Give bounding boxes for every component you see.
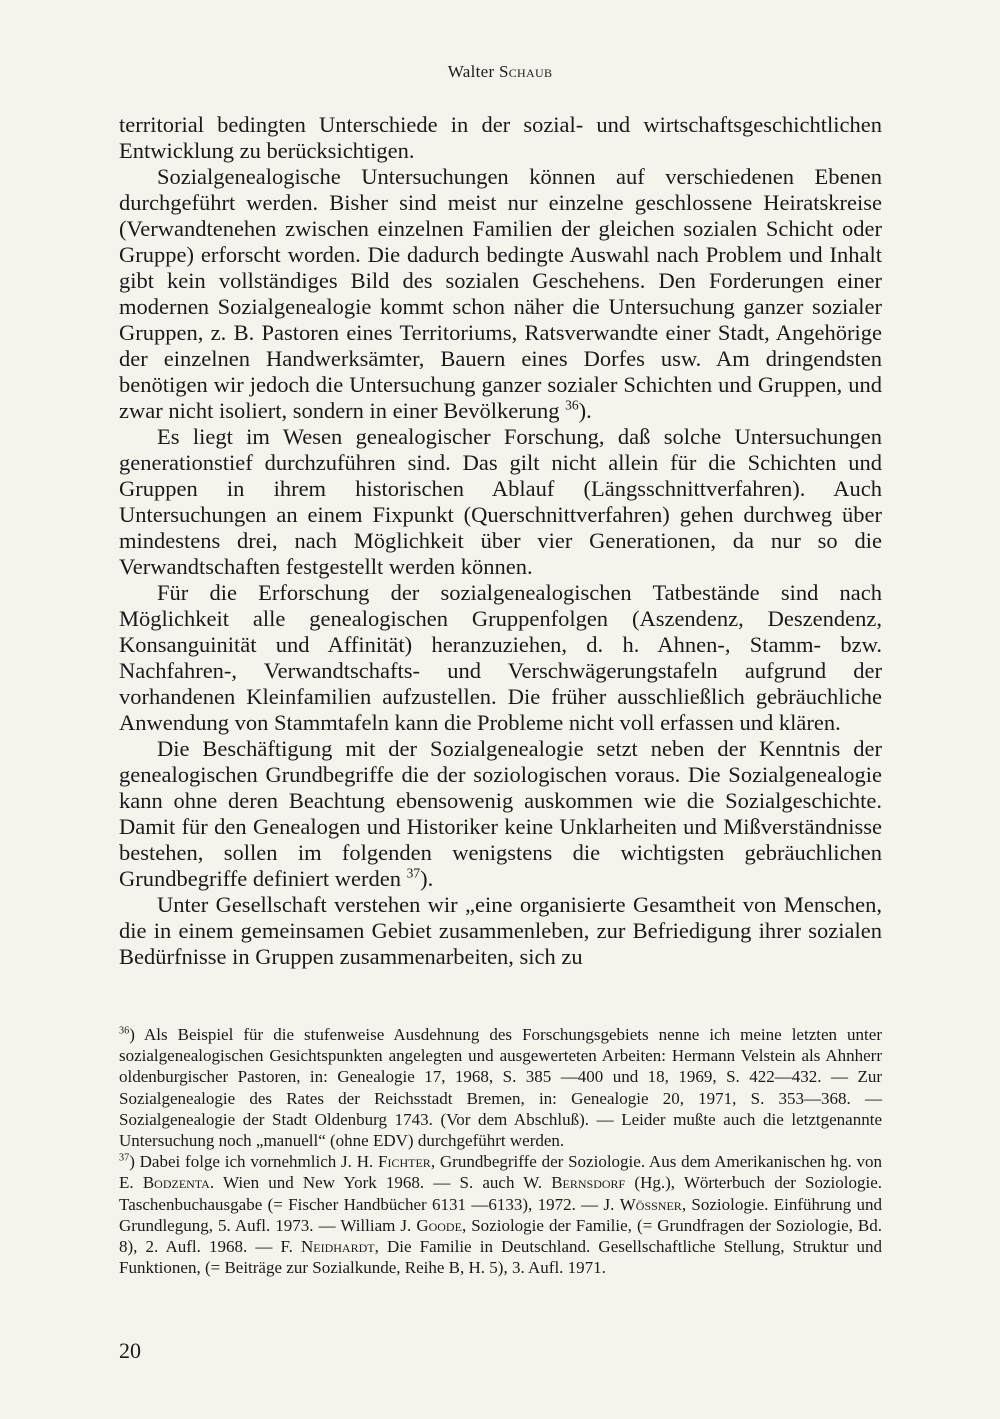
footnote-37-text-e: , Soziologie. Einführung und Grundlegung, 5. Aufl. 1973. — William J. bbox=[119, 1194, 882, 1235]
paragraph-2 bbox=[119, 164, 882, 424]
paragraph-1: territorial bedingten Unterschiede in der sozial- und wirtschaftsgeschichtlichen Entwicklung zu berücksichtigen. bbox=[119, 112, 882, 163]
footnote-ref-36: 36 bbox=[565, 397, 579, 413]
author-first-name: Walter bbox=[447, 62, 495, 81]
paragraph-5-end: ). bbox=[420, 866, 434, 891]
author-neidhardt: Neidhardt bbox=[301, 1237, 375, 1257]
footnote-36-number: 36 bbox=[119, 1025, 130, 1037]
paragraph-3: Es liegt im Wesen genealogischer Forschung, daß solche Untersuchungen generationstief durchzuführen sind. Das gilt nicht allein für die Schichten und Gruppen in ihrem historischen Ablauf (Längsschnittverfahren). Auch Untersuchungen an einem Fixpunkt (Querschnittverfahren) gehen durchweg über mindestens drei, nach Möglichkeit über vier Generationen, da nur so die Verwandtschaften festgestellt werden können. bbox=[119, 424, 882, 579]
footnote-37-text-g: , Die Familie in Deutschland. Gesellschaftliche Stellung, Struktur und Funktionen, (= Beiträge zur Sozialkunde, Reihe B, H. 5), 3. Aufl. 1971. bbox=[119, 1237, 883, 1278]
footnote-ref-37: 37 bbox=[406, 865, 421, 881]
author-bodzenta: Bodzenta bbox=[142, 1173, 210, 1193]
paragraph-5 bbox=[119, 736, 882, 892]
footnotes bbox=[119, 1024, 882, 1278]
footnote-37-text-b: , Grundbegriffe der Soziologie. Aus dem Amerikanischen hg. von E. bbox=[119, 1152, 882, 1193]
footnote-37-text-d: (Hg.), Wörterbuch der Soziologie. Taschenbuchausgabe (= Fischer Handbücher 6131 —6133), 1972. — J. bbox=[119, 1173, 883, 1214]
author-fichter: Fichter bbox=[378, 1152, 431, 1172]
author-last-name: Schaub bbox=[498, 62, 553, 81]
running-head bbox=[0, 62, 1000, 82]
paragraph-4: Für die Erforschung der sozialgenealogischen Tatbestände sind nach Möglichkeit alle genealogischen Gruppenfolgen (Aszendenz, Deszendenz, Konsanguinität und Affinität) heranzuziehen, d. h. Ahnen-, Stamm- bzw. Nachfahren-, Verwandtschafts- und Verschwägerungstafeln aufgrund der vorhandenen Kleinfamilien aufzustellen. Die früher ausschließlich gebräuchliche Anwendung von Stammtafeln kann die Probleme nicht voll erfassen und klären. bbox=[119, 580, 882, 735]
footnote-37 bbox=[119, 1151, 882, 1278]
body-text bbox=[119, 112, 882, 970]
paragraph-5-text: Die Beschäftigung mit der Sozialgenealogie setzt neben der Kenntnis der genealogischen Grundbegriffe die der soziologischen voraus. Die Sozialgenealogie kann ohne deren Beachtung ebensowenig auskommen wie die Sozialgeschichte. Damit für den Genealogen und Historiker keine Unklarheiten und Mißverständnisse bestehen, sollen im folgenden wenigstens die wichtigsten gebräuchlichen Grundbegriffe definiert werden bbox=[119, 736, 882, 891]
footnote-37-number: 37 bbox=[119, 1152, 130, 1164]
author-bernsdorf: Bernsdorf bbox=[551, 1173, 626, 1193]
author-woessner: Wössner bbox=[619, 1194, 682, 1214]
footnote-37-text-a: ) Dabei folge ich vornehmlich J. H. bbox=[129, 1152, 374, 1172]
paragraph-2-end: ). bbox=[578, 398, 592, 423]
paragraph-2-text: Sozialgenealogische Untersuchungen können auf verschiedenen Ebenen durchgeführt werden. Bisher sind meist nur einzelne geschlossene Heiratskreise (Verwandtenehen zwischen einzelnen Familien der gleichen sozialen Schicht oder Gruppe) erforscht worden. Die dadurch bedingte Auswahl nach Problem und Inhalt gibt kein vollständiges Bild des sozialen Geschehens. Den Forderungen einer modernen Sozialgenealogie kommt schon näher die Untersuchung ganzer sozialer Gruppen, z. B. Pastoren eines Territoriums, Ratsverwandte einer Stadt, Angehörige der einzelnen Handwerksämter, Bauern eines Dorfes usw. Am dringendsten benötigen wir jedoch die Untersuchung ganzer sozialer Schichten und Gruppen, und zwar nicht isoliert, sondern in einer Bevölkerung bbox=[119, 164, 882, 423]
paragraph-6: Unter Gesellschaft verstehen wir „eine organisierte Gesamtheit von Menschen, die in einem gemeinsamen Gebiet zusammenleben, zur Befriedigung ihrer sozialen Bedürfnisse in Gruppen zusammenarbeiten, sich zu bbox=[119, 892, 882, 969]
footnote-37-text-c: . Wien und New York 1968. — S. auch W. bbox=[209, 1173, 543, 1193]
footnote-36 bbox=[119, 1024, 882, 1151]
footnote-36-text: ) Als Beispiel für die stufenweise Ausdehnung des Forschungsgebiets nenne ich meine letzten unter sozialgenealogischen Gesichtspunkten angelegten und ausgewerteten Arbeiten: Hermann Velstein als Ahnherr oldenburgischer Pastoren, in: Genealogie 17, 1968, S. 385 —400 und 18, 1969, S. 422—432. — Zur Sozialgenealogie des Rates der Reichsstadt Bremen, in: Genealogie 20, 1971, S. 353—368. — Sozialgenealogie der Stadt Oldenburg 1743. (Vor dem Abschluß). — Leider mußte auch die letztgenannte Untersuchung noch „manuell“ (ohne EDV) durchgeführt werden. bbox=[119, 1025, 882, 1151]
page-number: 20 bbox=[119, 1338, 141, 1363]
author-goode: Goode bbox=[416, 1215, 462, 1235]
footnote-37-text-f: , Soziologie der Familie, (= Grundfragen der Soziologie, Bd. 8), 2. Aufl. 1968. — F. bbox=[119, 1215, 882, 1257]
